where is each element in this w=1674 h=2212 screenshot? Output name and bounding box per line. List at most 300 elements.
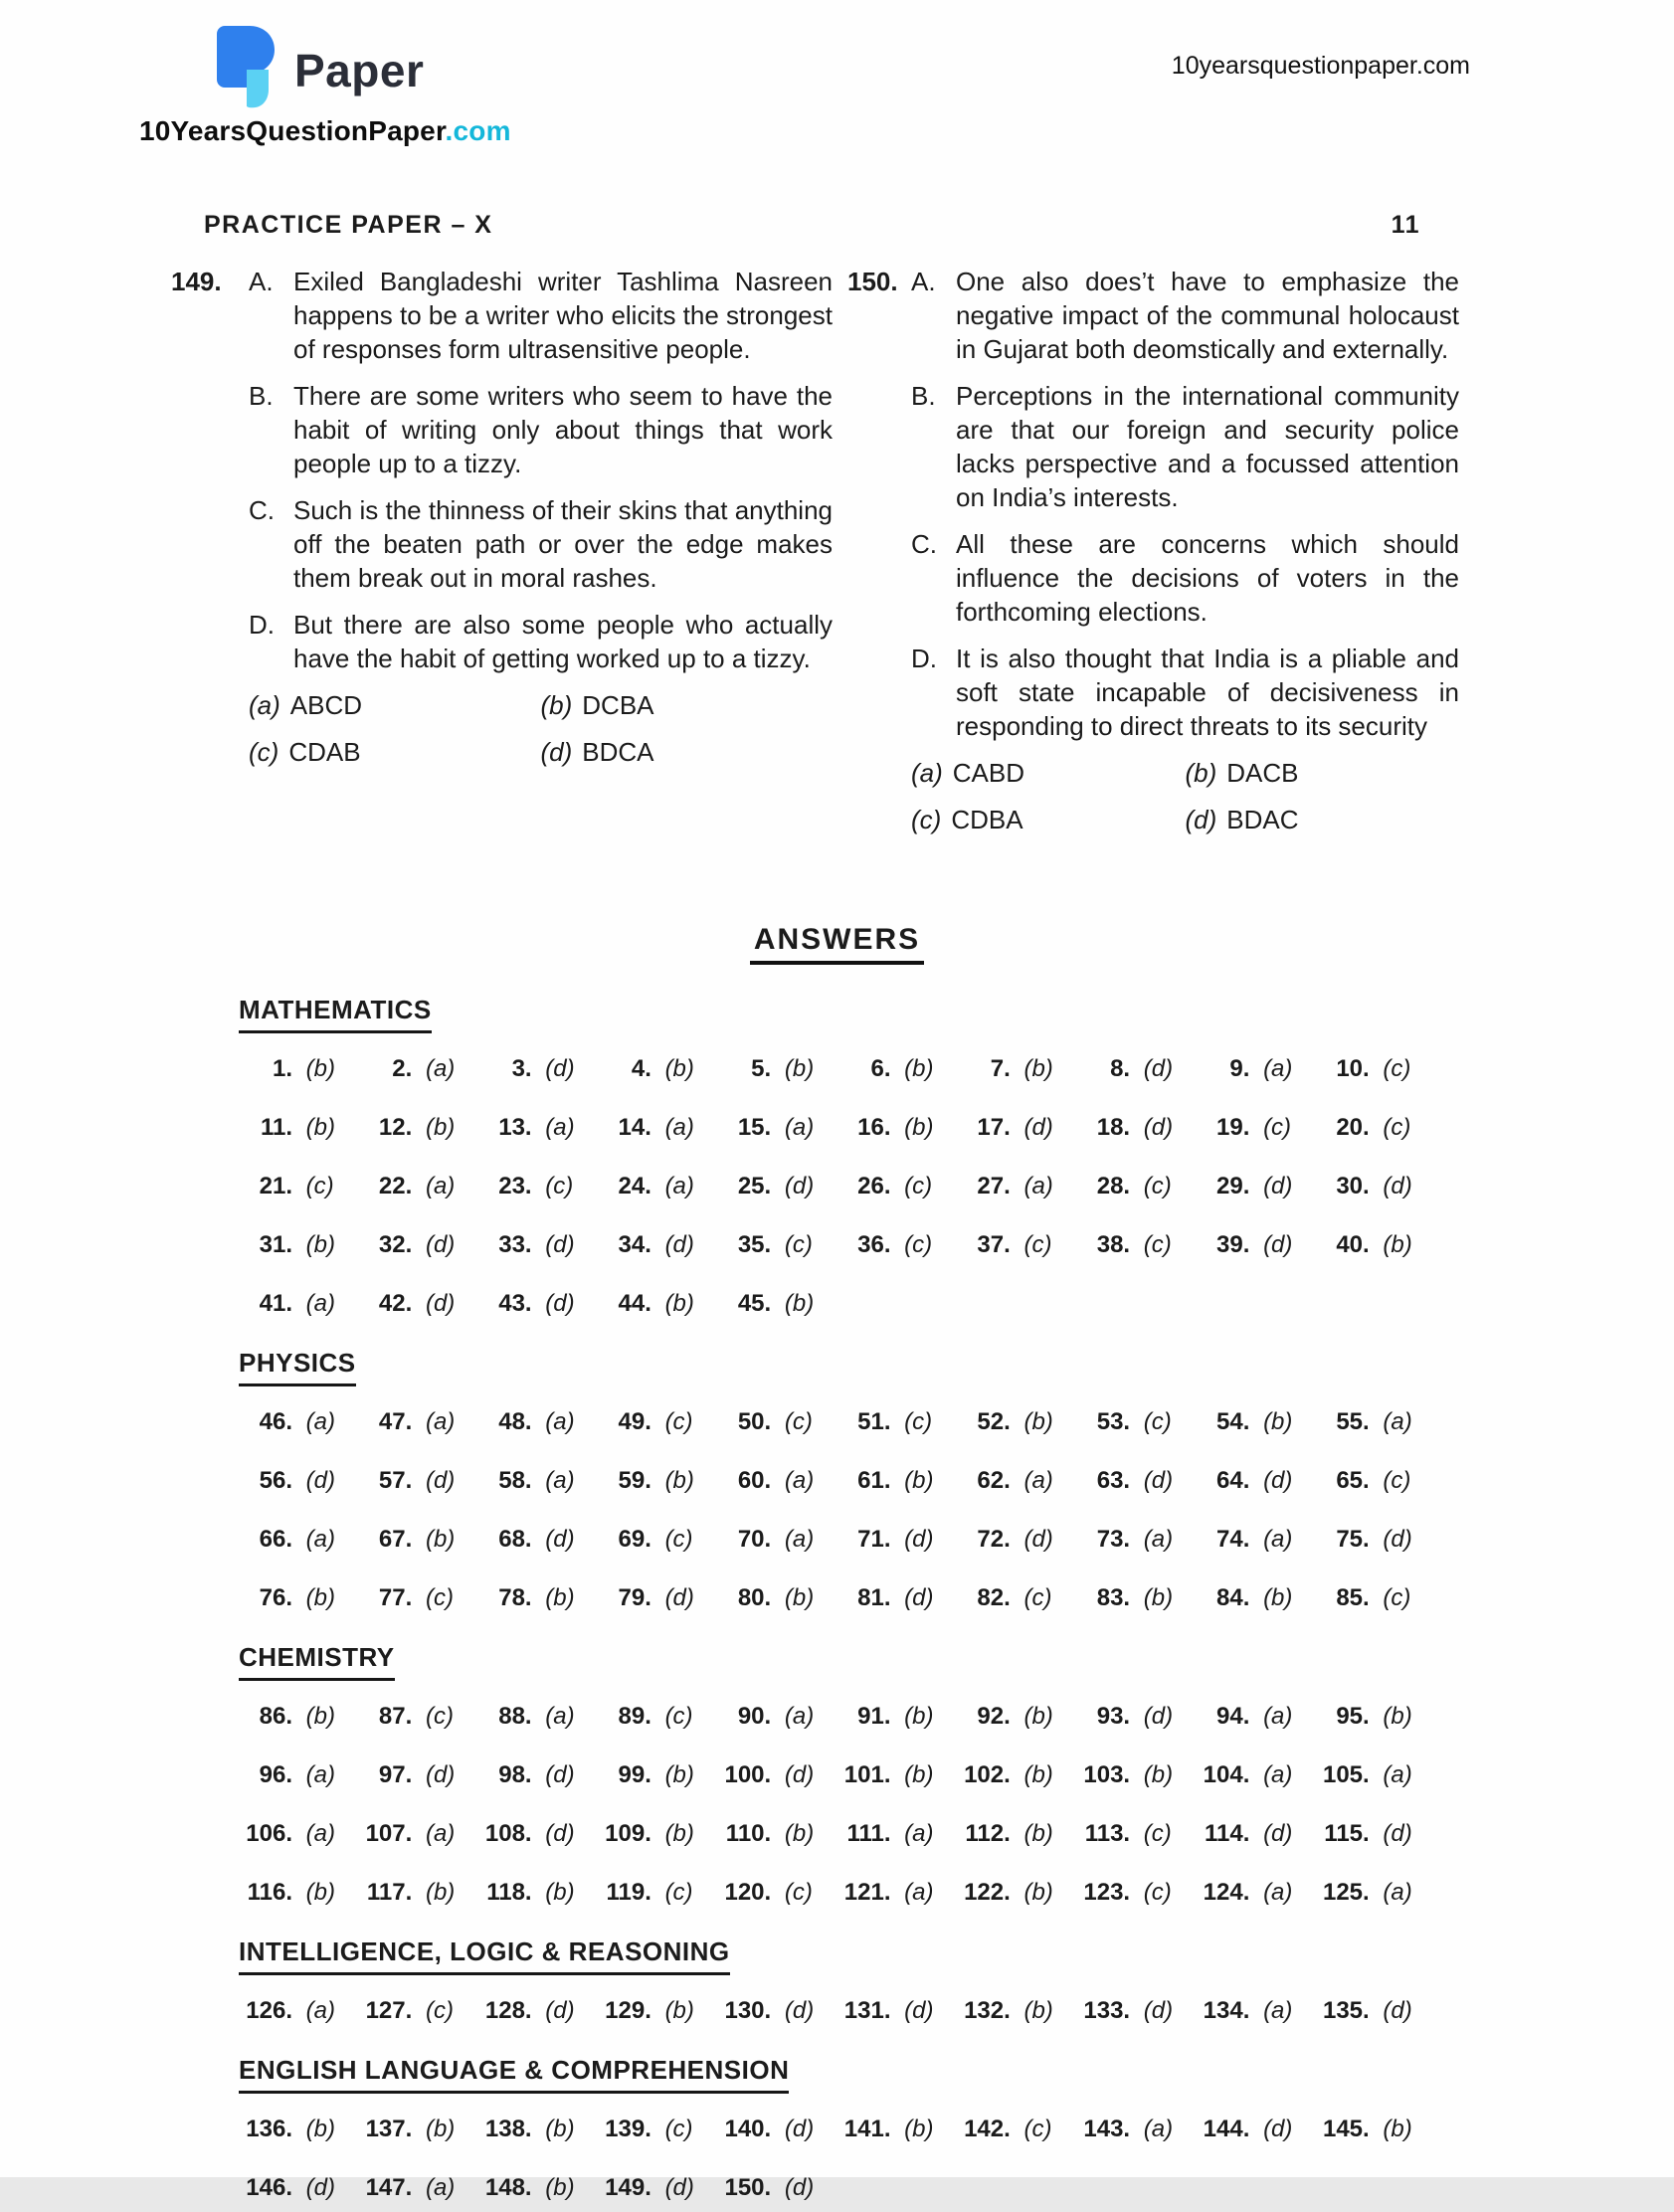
- answer-number: 29.: [1216, 1173, 1250, 1199]
- question-part-d: [911, 642, 1459, 743]
- answer-letter: (a): [784, 1467, 815, 1494]
- answer-item: [358, 1584, 477, 1612]
- answer-item: [358, 1997, 477, 2025]
- answer-letter: (c): [305, 1173, 334, 1199]
- answer-letter: (d): [664, 2174, 694, 2201]
- answer-number: 122.: [964, 1879, 1011, 1906]
- answer-letter: (c): [1143, 1820, 1172, 1847]
- answer-letter: (b): [305, 1231, 336, 1258]
- answer-number: 148.: [484, 2174, 532, 2201]
- answer-letter: (a): [1023, 1173, 1053, 1199]
- answer-item: [717, 1761, 837, 1789]
- answer-item: [358, 1173, 477, 1200]
- answer-item: [358, 1055, 477, 1083]
- answer-number: 129.: [605, 1997, 651, 2024]
- answer-number: 30.: [1336, 1173, 1370, 1199]
- part-label: B.: [911, 381, 936, 411]
- answer-letter: (b): [305, 1879, 336, 1906]
- answer-letter: (d): [784, 2116, 815, 2142]
- answer-item: [717, 1467, 837, 1495]
- answer-number: 42.: [378, 1290, 413, 1317]
- answer-letter: (d): [1143, 1997, 1174, 2024]
- answer-item: [239, 1231, 358, 1259]
- answer-letter: (c): [784, 1408, 813, 1435]
- answer-letter: (c): [545, 1173, 574, 1199]
- answer-item: [1076, 1526, 1196, 1554]
- answer-item: [478, 1997, 598, 2025]
- answer-item: [957, 2116, 1076, 2143]
- section-title: MATHEMATICS: [239, 995, 432, 1033]
- answer-number: 45.: [737, 1290, 772, 1317]
- answer-letter: (a): [425, 1820, 456, 1847]
- answer-letter: (d): [1263, 1231, 1293, 1258]
- answer-letter: (b): [904, 2116, 934, 2142]
- answer-number: 24.: [618, 1173, 651, 1199]
- answer-letter: (d): [305, 1467, 336, 1494]
- answer-letter: (d): [1383, 1173, 1412, 1199]
- answer-item: [358, 1231, 477, 1259]
- answer-number: 53.: [1096, 1408, 1131, 1435]
- answer-item: [598, 1408, 717, 1436]
- site-tld: .com: [445, 115, 511, 146]
- answer-letter: (b): [425, 1114, 456, 1141]
- answer-number: 140.: [724, 2116, 772, 2142]
- answer-letter: (a): [1263, 1055, 1293, 1082]
- answer-letter: (b): [1023, 1055, 1053, 1082]
- answer-letter: (b): [1383, 1231, 1412, 1258]
- answer-number: 125.: [1322, 1879, 1370, 1906]
- answer-item: [957, 1761, 1076, 1789]
- answer-number: 44.: [618, 1290, 651, 1317]
- answer-item: [1076, 1703, 1196, 1731]
- answers-section-physics: [239, 1328, 1435, 1612]
- section-title: ENGLISH LANGUAGE & COMPREHENSION: [239, 2055, 789, 2094]
- answer-number: 104.: [1203, 1761, 1250, 1788]
- answer-letter: (a): [305, 1820, 336, 1847]
- answer-letter: (d): [545, 1761, 575, 1788]
- answer-item: [239, 1173, 358, 1200]
- answer-item: [837, 1114, 957, 1142]
- answer-item: [1316, 1526, 1435, 1554]
- answer-number: 77.: [378, 1584, 413, 1611]
- option-a: [911, 756, 1186, 790]
- question-149: [171, 265, 833, 769]
- answer-number: 123.: [1083, 1879, 1131, 1906]
- part-text: But there are also some people who actually have the habit of getting worked up to a tizzy.: [293, 610, 833, 673]
- answer-number: 144.: [1203, 2116, 1250, 2142]
- answer-item: [1196, 1467, 1315, 1495]
- answer-letter: (b): [904, 1467, 934, 1494]
- answer-item: [239, 1408, 358, 1436]
- answer-letter: (a): [1263, 1879, 1293, 1906]
- answer-number: 16.: [857, 1114, 891, 1141]
- answer-item: [358, 1703, 477, 1731]
- answer-item: [837, 1761, 957, 1789]
- answer-item: [717, 1055, 837, 1083]
- answer-number: 87.: [378, 1703, 413, 1730]
- answer-letter: (d): [904, 1997, 934, 2024]
- answer-item: [1076, 1761, 1196, 1789]
- answer-letter: (d): [425, 1467, 456, 1494]
- answer-number: 119.: [606, 1879, 651, 1906]
- answer-letter: (b): [545, 1584, 575, 1611]
- answer-letter: (c): [664, 1526, 693, 1553]
- answer-item: [957, 1114, 1076, 1142]
- answer-number: 13.: [498, 1114, 532, 1141]
- answer-letter: (a): [545, 1408, 575, 1435]
- part-label: A.: [249, 267, 274, 296]
- answer-item: [1316, 1231, 1435, 1259]
- answer-number: 101.: [843, 1761, 891, 1788]
- answer-letter: (a): [784, 1703, 815, 1730]
- answer-item: [1196, 1114, 1315, 1142]
- option-text: CDAB: [288, 737, 361, 767]
- answer-number: 121.: [843, 1879, 891, 1906]
- answer-item: [239, 1055, 358, 1083]
- answer-number: 124.: [1203, 1879, 1250, 1906]
- answer-letter: (b): [425, 2116, 456, 2142]
- answer-grid: [239, 2116, 1435, 2202]
- answer-item: [598, 1761, 717, 1789]
- answer-item: [837, 1467, 957, 1495]
- question-column-left: [171, 265, 833, 836]
- answer-number: 108.: [484, 1820, 532, 1847]
- answer-number: 112.: [965, 1820, 1011, 1847]
- answer-number: 70.: [737, 1526, 772, 1553]
- option-b: [541, 688, 834, 722]
- answer-number: 57.: [378, 1467, 413, 1494]
- part-text: All these are concerns which should influence the decisions of voters in the forthcoming elections.: [956, 529, 1459, 627]
- answer-letter: (a): [1383, 1408, 1412, 1435]
- option-label: (b): [1185, 758, 1217, 788]
- option-text: CDBA: [951, 805, 1023, 834]
- answer-letter: (b): [305, 1703, 336, 1730]
- answer-item: [239, 1879, 358, 1907]
- part-text: Exiled Bangladeshi writer Tashlima Nasreen happens to be a writer who elicits the strongest of responses form ultrasensitive people.: [293, 267, 833, 364]
- answer-item: [598, 1584, 717, 1612]
- option-label: (b): [540, 690, 573, 720]
- answer-letter: (a): [904, 1879, 934, 1906]
- answer-letter: (c): [664, 1703, 693, 1730]
- question-part-c: [249, 493, 833, 595]
- option-c: [249, 735, 541, 769]
- answer-letter: (c): [1383, 1467, 1411, 1494]
- answer-item: [1076, 1408, 1196, 1436]
- answer-item: [1316, 1584, 1435, 1612]
- question-body: [249, 265, 833, 769]
- answer-item: [1076, 1879, 1196, 1907]
- answer-number: 23.: [498, 1173, 532, 1199]
- answer-letter: (c): [1023, 2116, 1052, 2142]
- answer-item: [478, 1408, 598, 1436]
- answer-number: 107.: [365, 1820, 413, 1847]
- answer-letter: (b): [305, 1584, 336, 1611]
- answer-item: [598, 1290, 717, 1318]
- answer-letter: (b): [1383, 2116, 1412, 2142]
- answer-number: 7.: [990, 1055, 1011, 1082]
- answer-number: 68.: [498, 1526, 532, 1553]
- answer-number: 56.: [259, 1467, 292, 1494]
- option-label: (d): [540, 737, 573, 767]
- answer-number: 131.: [843, 1997, 891, 2024]
- answer-letter: (a): [664, 1114, 694, 1141]
- answer-item: [837, 1408, 957, 1436]
- answer-number: 11.: [260, 1114, 292, 1141]
- site-name-text: 10YearsQuestionPaper: [139, 115, 446, 146]
- section-title: CHEMISTRY: [239, 1642, 395, 1681]
- answer-item: [358, 1408, 477, 1436]
- answer-number: 28.: [1096, 1173, 1131, 1199]
- answer-item: [1316, 1879, 1435, 1907]
- option-text: DCBA: [582, 690, 654, 720]
- answer-letter: (d): [1143, 1114, 1174, 1141]
- answer-item: [358, 1879, 477, 1907]
- question-body: [911, 265, 1459, 836]
- answer-item: [837, 1997, 957, 2025]
- answer-item: [1316, 1703, 1435, 1731]
- answer-letter: (a): [784, 1114, 815, 1141]
- answer-number: 8.: [1110, 1055, 1131, 1082]
- answer-letter: (a): [425, 2174, 456, 2201]
- answer-number: 80.: [737, 1584, 772, 1611]
- answer-letter: (b): [1023, 1408, 1053, 1435]
- answer-letter: (b): [1023, 1820, 1053, 1847]
- answer-item: [478, 1467, 598, 1495]
- answer-letter: (a): [425, 1055, 456, 1082]
- answer-letter: (b): [664, 1055, 694, 1082]
- answer-number: 46.: [259, 1408, 292, 1435]
- answer-item: [837, 1173, 957, 1200]
- answer-letter: (c): [425, 1703, 454, 1730]
- answer-item: [1196, 1997, 1315, 2025]
- answer-letter: (a): [545, 1703, 575, 1730]
- answer-item: [717, 1703, 837, 1731]
- answer-grid: [239, 1408, 1435, 1612]
- answer-letter: (d): [545, 1820, 575, 1847]
- answer-number: 3.: [511, 1055, 532, 1082]
- answers-section-intelligence-logic-reasoning: [239, 1917, 1435, 2025]
- answer-letter: (c): [784, 1231, 813, 1258]
- answer-item: [717, 1997, 837, 2025]
- answer-letter: (d): [784, 1997, 815, 2024]
- answer-number: 67.: [378, 1526, 413, 1553]
- answer-letter: (a): [784, 1526, 815, 1553]
- answer-number: 4.: [631, 1055, 651, 1082]
- section-title: INTELLIGENCE, LOGIC & REASONING: [239, 1936, 730, 1975]
- answer-number: 136.: [246, 2116, 292, 2142]
- answer-item: [239, 1820, 358, 1848]
- answer-item: [358, 1467, 477, 1495]
- answer-item: [358, 2116, 477, 2143]
- answer-item: [598, 1820, 717, 1848]
- answer-item: [598, 1467, 717, 1495]
- answer-number: 65.: [1336, 1467, 1370, 1494]
- answer-item: [1196, 1879, 1315, 1907]
- answer-item: [598, 2116, 717, 2143]
- answer-grid: [239, 1055, 1435, 1318]
- answer-item: [478, 2116, 598, 2143]
- answer-number: 49.: [618, 1408, 651, 1435]
- logo-wordmark: Paper: [294, 45, 425, 96]
- answer-letter: (d): [545, 1231, 575, 1258]
- answer-letter: (b): [904, 1055, 934, 1082]
- answer-letter: (a): [1383, 1761, 1412, 1788]
- answer-number: 98.: [498, 1761, 532, 1788]
- answer-item: [1196, 1231, 1315, 1259]
- answer-item: [1316, 2116, 1435, 2143]
- answer-letter: (a): [305, 1526, 336, 1553]
- answer-item: [239, 1703, 358, 1731]
- answer-number: 19.: [1216, 1114, 1250, 1141]
- answer-number: 41.: [259, 1290, 292, 1317]
- answer-number: 31.: [259, 1231, 292, 1258]
- answer-number: 17.: [977, 1114, 1011, 1141]
- answer-number: 61.: [857, 1467, 891, 1494]
- answer-item: [598, 1231, 717, 1259]
- answer-item: [598, 1997, 717, 2025]
- part-label: D.: [911, 644, 937, 673]
- option-a: [249, 688, 541, 722]
- answers-section-chemistry: [239, 1622, 1435, 1907]
- answer-item: [957, 1879, 1076, 1907]
- answer-item: [239, 1584, 358, 1612]
- answer-item: [358, 1290, 477, 1318]
- answers-section-mathematics: [239, 975, 1435, 1318]
- answer-item: [598, 1703, 717, 1731]
- answer-letter: (b): [1263, 1584, 1293, 1611]
- answer-letter: (d): [904, 1584, 934, 1611]
- part-text: It is also thought that India is a pliable and soft state incapable of decisiveness in responding to direct threats to its security: [956, 644, 1459, 741]
- answer-item: [1076, 1997, 1196, 2025]
- answer-item: [478, 2174, 598, 2202]
- question-part-a: [911, 265, 1459, 366]
- answer-number: 12.: [378, 1114, 413, 1141]
- answer-number: 25.: [737, 1173, 772, 1199]
- answer-letter: (a): [664, 1173, 694, 1199]
- answer-number: 15.: [737, 1114, 772, 1141]
- answer-number: 92.: [977, 1703, 1011, 1730]
- answer-item: [598, 1173, 717, 1200]
- answer-item: [1316, 1997, 1435, 2025]
- answer-letter: (c): [1383, 1584, 1411, 1611]
- answer-item: [837, 1526, 957, 1554]
- answer-item: [1196, 1173, 1315, 1200]
- answer-letter: (d): [1023, 1114, 1053, 1141]
- answer-grid: [239, 1703, 1435, 1907]
- question-part-c: [911, 527, 1459, 629]
- answer-letter: (a): [1383, 1879, 1412, 1906]
- answer-item: [358, 1526, 477, 1554]
- answer-number: 47.: [378, 1408, 413, 1435]
- answer-item: [478, 1584, 598, 1612]
- question-number: 150.: [847, 267, 898, 296]
- answer-number: 18.: [1096, 1114, 1131, 1141]
- options-grid: [249, 688, 833, 769]
- answers-sections: [239, 975, 1435, 2202]
- answer-number: 60.: [737, 1467, 772, 1494]
- answer-item: [598, 1879, 717, 1907]
- answer-item: [837, 1055, 957, 1083]
- part-text: Such is the thinness of their skins that anything off the beaten path or over the edge makes them break out in moral rashes.: [293, 495, 833, 593]
- answer-letter: (d): [1383, 1997, 1412, 2024]
- answer-number: 1.: [272, 1055, 292, 1082]
- answer-item: [1316, 1467, 1435, 1495]
- answer-item: [239, 1114, 358, 1142]
- part-text: There are some writers who seem to have the habit of writing only about things that work people up to a tizzy.: [293, 381, 833, 478]
- answer-item: [957, 1408, 1076, 1436]
- answer-number: 138.: [484, 2116, 532, 2142]
- answer-item: [598, 1526, 717, 1554]
- answer-number: 128.: [484, 1997, 532, 2024]
- answer-letter: (b): [545, 1879, 575, 1906]
- answer-number: 78.: [498, 1584, 532, 1611]
- answer-letter: (b): [784, 1055, 815, 1082]
- answer-item: [478, 1703, 598, 1731]
- answer-item: [717, 1231, 837, 1259]
- answer-number: 94.: [1216, 1703, 1250, 1730]
- answer-item: [837, 1231, 957, 1259]
- answer-item: [1076, 2116, 1196, 2143]
- answer-letter: (c): [664, 1879, 693, 1906]
- answer-letter: (a): [1263, 1703, 1293, 1730]
- answer-number: 9.: [1229, 1055, 1250, 1082]
- question-column-right: [847, 265, 1459, 836]
- answer-number: 147.: [365, 2174, 413, 2201]
- answer-item: [837, 1820, 957, 1848]
- answer-number: 54.: [1216, 1408, 1250, 1435]
- answer-number: 72.: [977, 1526, 1011, 1553]
- option-c: [911, 803, 1186, 836]
- answer-letter: (d): [784, 1761, 815, 1788]
- answer-item: [239, 1290, 358, 1318]
- answer-letter: (a): [1023, 1467, 1053, 1494]
- answer-item: [358, 1820, 477, 1848]
- answer-letter: (d): [784, 1173, 815, 1199]
- answer-item: [1076, 1114, 1196, 1142]
- answer-item: [1316, 1173, 1435, 1200]
- answer-item: [478, 1055, 598, 1083]
- answer-number: 86.: [259, 1703, 292, 1730]
- answer-number: 32.: [378, 1231, 413, 1258]
- answer-letter: (b): [904, 1761, 934, 1788]
- answer-letter: (d): [664, 1584, 694, 1611]
- answer-letter: (d): [545, 1290, 575, 1317]
- answer-number: 75.: [1336, 1526, 1370, 1553]
- answer-letter: (d): [545, 1526, 575, 1553]
- answer-item: [1076, 1231, 1196, 1259]
- answer-number: 116.: [247, 1879, 292, 1906]
- answer-item: [717, 1526, 837, 1554]
- answer-item: [358, 1761, 477, 1789]
- answer-grid: [239, 1997, 1435, 2025]
- answer-item: [837, 1879, 957, 1907]
- answer-item: [239, 1526, 358, 1554]
- page-title: PRACTICE PAPER – X: [204, 211, 493, 239]
- option-text: DACB: [1226, 758, 1299, 788]
- answer-number: 126.: [246, 1997, 292, 2024]
- answer-letter: (b): [1023, 1879, 1053, 1906]
- answer-number: 91.: [857, 1703, 891, 1730]
- answer-letter: (c): [425, 1997, 454, 2024]
- answer-letter: (c): [904, 1408, 933, 1435]
- answer-letter: (c): [904, 1231, 933, 1258]
- answer-item: [1316, 1761, 1435, 1789]
- answer-letter: (b): [664, 1997, 694, 2024]
- answer-letter: (d): [425, 1761, 456, 1788]
- answer-letter: (c): [1143, 1173, 1172, 1199]
- answer-item: [957, 1584, 1076, 1612]
- answer-number: 83.: [1096, 1584, 1131, 1611]
